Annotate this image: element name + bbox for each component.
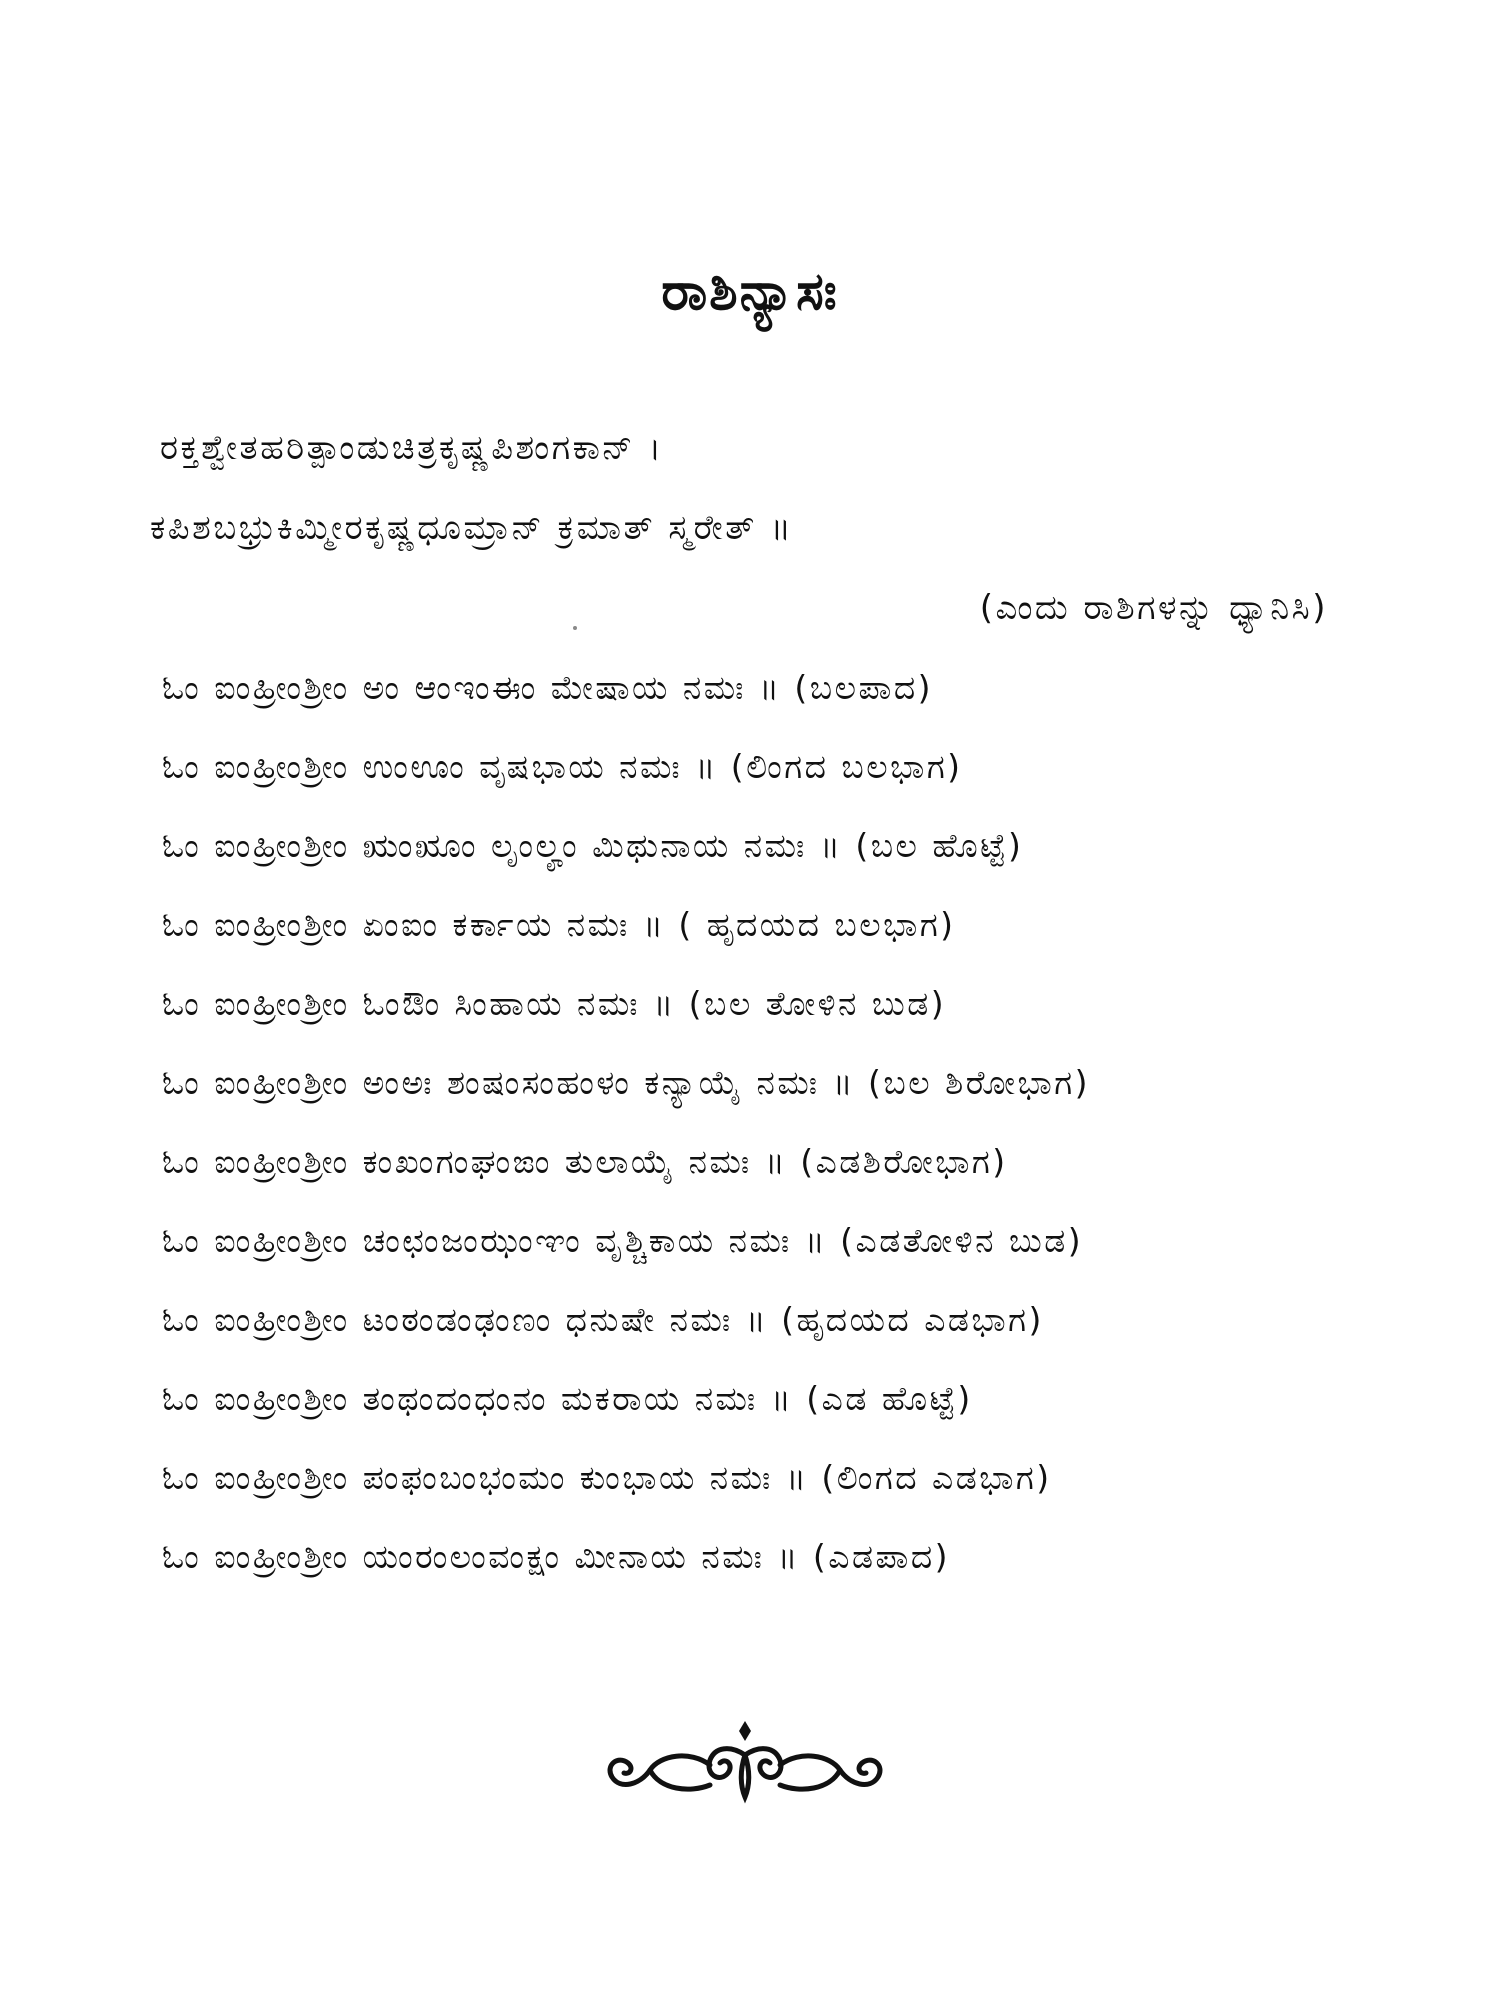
page-title: ರಾಶಿನ್ಯಾಸಃ [661,262,839,322]
mantra-line-vrishchika: ಓಂ ಐಂಹ್ರೀಂಶ್ರೀಂ ಚಂಛಂಜಂಝಂಞಂ ವೃಶ್ಚಿಕಾಯ ನಮಃ ॥ (ಎಡತೋಳಿನ ಬುಡ) [162,1221,1084,1260]
mantra-line-tula: ಓಂ ಐಂಹ್ರೀಂಶ್ರೀಂ ಕಂಖಂಗಂಘಂಙಂ ತುಲಾಯೈ ನಮಃ ॥ (ಎಡಶಿರೋಭಾಗ) [162,1142,1008,1181]
verse-line-1: ರಕ್ತಶ್ವೇತಹರಿತ್ಪಾಂಡುಚಿತ್ರಕೃಷ್ಣಪಿಶಂಗಕಾನ್ । [160,428,664,468]
ornament-divider-icon [600,1715,890,1815]
mantra-list [162,668,1362,1616]
mantra-line-kumbha: ಓಂ ಐಂಹ್ರೀಂಶ್ರೀಂ ಪಂಫಂಬಂಭಂಮಂ ಕುಂಭಾಯ ನಮಃ ॥ (ಲಿಂಗದ ಎಡಭಾಗ) [162,1458,1052,1497]
paper-speck [573,626,577,630]
mantra-line-simha: ಓಂ ಐಂಹ್ರೀಂಶ್ರೀಂ ಓಂಔಂ ಸಿಂಹಾಯ ನಮಃ ॥ (ಬಲ ತೋಳಿನ ಬುಡ) [162,984,947,1023]
mantra-line-dhanus: ಓಂ ಐಂಹ್ರೀಂಶ್ರೀಂ ಟಂಠಂಡಂಢಂಣಂ ಧನುಷೇ ನಮಃ ॥ (ಹೃದಯದ ಎಡಭಾಗ) [162,1300,1044,1339]
mantra-line-meena: ಓಂ ಐಂಹ್ರೀಂಶ್ರೀಂ ಯಂರಂಲಂವಂಕ್ಷಂ ಮೀನಾಯ ನಮಃ ॥ (ಎಡಪಾದ) [162,1537,951,1576]
mantra-line-mesha: ಓಂ ಐಂಹ್ರೀಂಶ್ರೀಂ ಅಂ ಆಂಇಂಈಂ ಮೇಷಾಯ ನಮಃ ॥ (ಬಲಪಾದ) [162,668,934,707]
mantra-line-mithuna: ಓಂ ಐಂಹ್ರೀಂಶ್ರೀಂ ಋಂೠಂ ಲೃಂಲೄಂ ಮಿಥುನಾಯ ನಮಃ ॥ (ಬಲ ಹೊಟ್ಟೆ) [162,826,1024,865]
mantra-line-kanya: ಓಂ ಐಂಹ್ರೀಂಶ್ರೀಂ ಅಂಅಃ ಶಂಷಂಸಂಹಂಳಂ ಕನ್ಯಾಯೈ ನಮಃ ॥ (ಬಲ ಶಿರೋಭಾಗ) [162,1063,1090,1102]
mantra-line-vrishabha: ಓಂ ಐಂಹ್ರೀಂಶ್ರೀಂ ಉಂಊಂ ವೃಷಭಾಯ ನಮಃ ॥ (ಲಿಂಗದ ಬಲಭಾಗ) [162,747,963,786]
mantra-line-karka: ಓಂ ಐಂಹ್ರೀಂಶ್ರೀಂ ಏಂಐಂ ಕರ್ಕಾಯ ನಮಃ ॥ ( ಹೃದಯದ ಬಲಭಾಗ) [162,905,956,944]
mantra-line-makara: ಓಂ ಐಂಹ್ರೀಂಶ್ರೀಂ ತಂಥಂದಂಧಂನಂ ಮಕರಾಯ ನಮಃ ॥ (ಎಡ ಹೊಟ್ಟೆ) [162,1379,973,1418]
meditation-note: (ಎಂದು ರಾಶಿಗಳನ್ನು ಧ್ಯಾನಿಸಿ) [979,588,1328,628]
verse-line-2: ಕಪಿಶಬಭ್ರುಕಿಮ್ಮೀರಕೃಷ್ಣಧೂಮ್ರಾನ್ ಕ್ರಮಾತ್ ಸ್ಮರೇತ್ ॥ [150,508,794,548]
